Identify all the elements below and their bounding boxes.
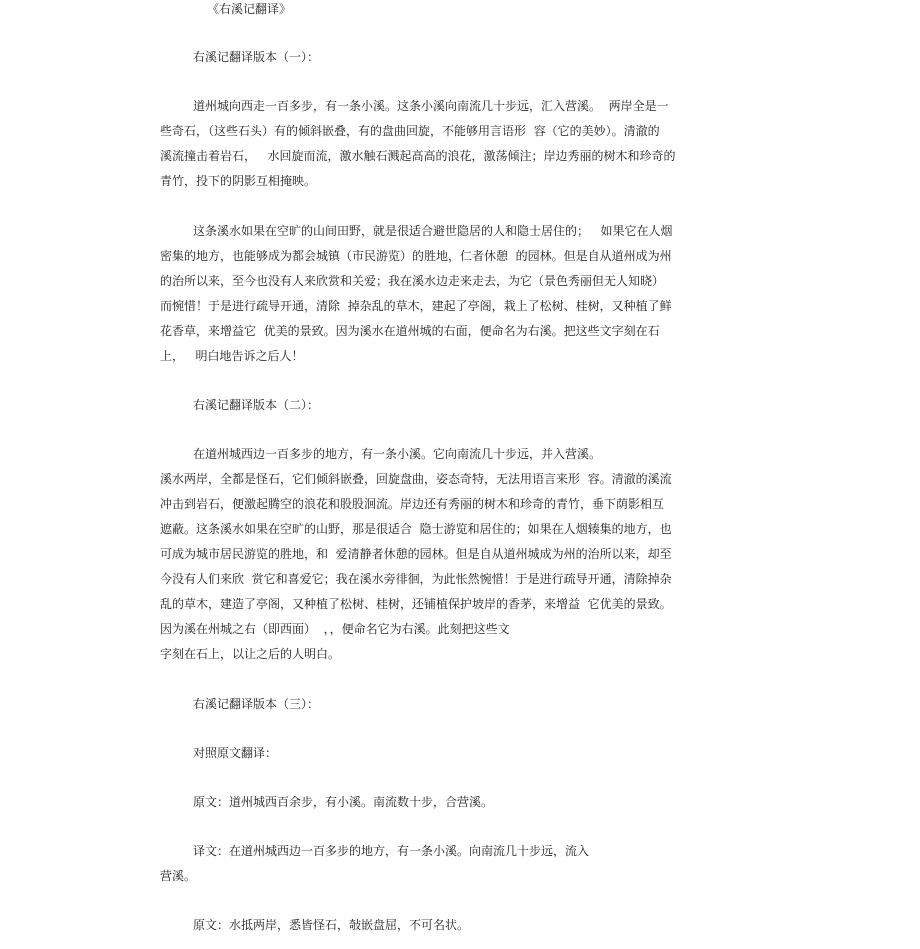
paragraph-line: 上， 明白地告诉之后人！ — [160, 349, 304, 363]
paragraph-line: 今没有人们来欣 赏它和喜爱它；我在溪水旁徘徊，为此怅然惋惜！于是进行疏导开通，清除掉杂 — [160, 572, 672, 586]
paragraph-line: 些奇石，（这些石头）有的倾斜嵌叠，有的盘曲回旋，不能够用言语形 容（它的美妙）。清澈的 — [160, 124, 660, 138]
paragraph-line: 而惋惜！于是进行疏导开通，清除 掉杂乱的草木，建起了亭阁，栽上了松树、桂树，又种植了鲜 — [160, 299, 672, 313]
document-title: 《右溪记翻译》 — [207, 2, 292, 16]
paragraph-line: 这条溪水如果在空旷的山间田野，就是很适合避世隐居的人和隐士居住的； 如果它在人烟 — [193, 224, 673, 238]
section-heading-version-3: 右溪记翻译版本（三）： — [193, 697, 320, 711]
paragraph-line: 密集的地方，也能够成为都会城镇（市民游览）的胜地，仁者休憩 的园林。但是自从道州成为州 — [160, 249, 672, 263]
paragraph-line: 道州城向西走一百多步，有一条小溪。这条小溪向南流几十步远，汇入营溪。 两岸全是一 — [193, 99, 669, 113]
original-text-line: 原文：水抵两岸，悉皆怪石，敧嵌盘屈，不可名状。 — [193, 918, 470, 932]
paragraph-line: 字刻在石上，以让之后的人明白。 — [160, 647, 341, 661]
paragraph-line: 冲击到岩石，便激起腾空的浪花和股股洄流。岸边还有秀丽的树木和珍奇的青竹，垂下荫影相互 — [160, 497, 665, 511]
paragraph-line: 溪流撞击着岩石， 水回旋而流，激水触石溅起高高的浪花，激荡倾注；岸边秀丽的树木和珍奇的 — [160, 149, 676, 163]
paragraph-line: 因为溪在州城之右（即西面） ，，便命名它为右溪。此刻把这些文 — [160, 622, 510, 636]
paragraph-line: 青竹，投下的阴影互相掩映。 — [160, 174, 317, 188]
paragraph-line: 对照原文翻译： — [193, 746, 278, 760]
paragraph-line: 在道州城西边一百多步的地方，有一条小溪。它向南流几十步远，并入营溪。 — [193, 447, 602, 461]
translation-line: 营溪。 — [160, 869, 197, 883]
paragraph-line: 遮蔽。这条溪水如果在空旷的山野，那是很适合 隐士游览和居住的；如果在人烟辏集的地方，也 — [160, 522, 672, 536]
paragraph-line: 溪水两岸，全都是怪石，它们倾斜嵌叠，回旋盘曲，姿态奇特，无法用语言来形 容。清澈的溪流 — [160, 472, 672, 486]
paragraph-line: 可成为城市居民游览的胜地，和 爱清静者休憩的园林。但是自从道州城成为州的治所以来，却至 — [160, 547, 672, 561]
original-text-line: 原文：道州城西百余步，有小溪。南流数十步，合营溪。 — [193, 795, 494, 809]
paragraph-line: 乱的草木，建造了亭阁，又种植了松树、桂树，还铺植保护坡岸的香茅，来增益 它优美的景致。 — [160, 597, 672, 611]
section-heading-version-2: 右溪记翻译版本（二）： — [193, 398, 320, 412]
paragraph-line: 花香草，来增益它 优美的景致。因为溪水在道州城的右面，便命名为右溪。把这些文字刻在石 — [160, 324, 660, 338]
translation-line: 译文：在道州城西边一百多步的地方，有一条小溪。向南流几十步远，流入 — [193, 844, 590, 858]
section-heading-version-1: 右溪记翻译版本（一）： — [193, 50, 320, 64]
paragraph-line: 的治所以来，至今也没有人来欣赏和关爱；我在溪水边走来走去，为它（景色秀丽但无人知晓） — [160, 274, 665, 288]
